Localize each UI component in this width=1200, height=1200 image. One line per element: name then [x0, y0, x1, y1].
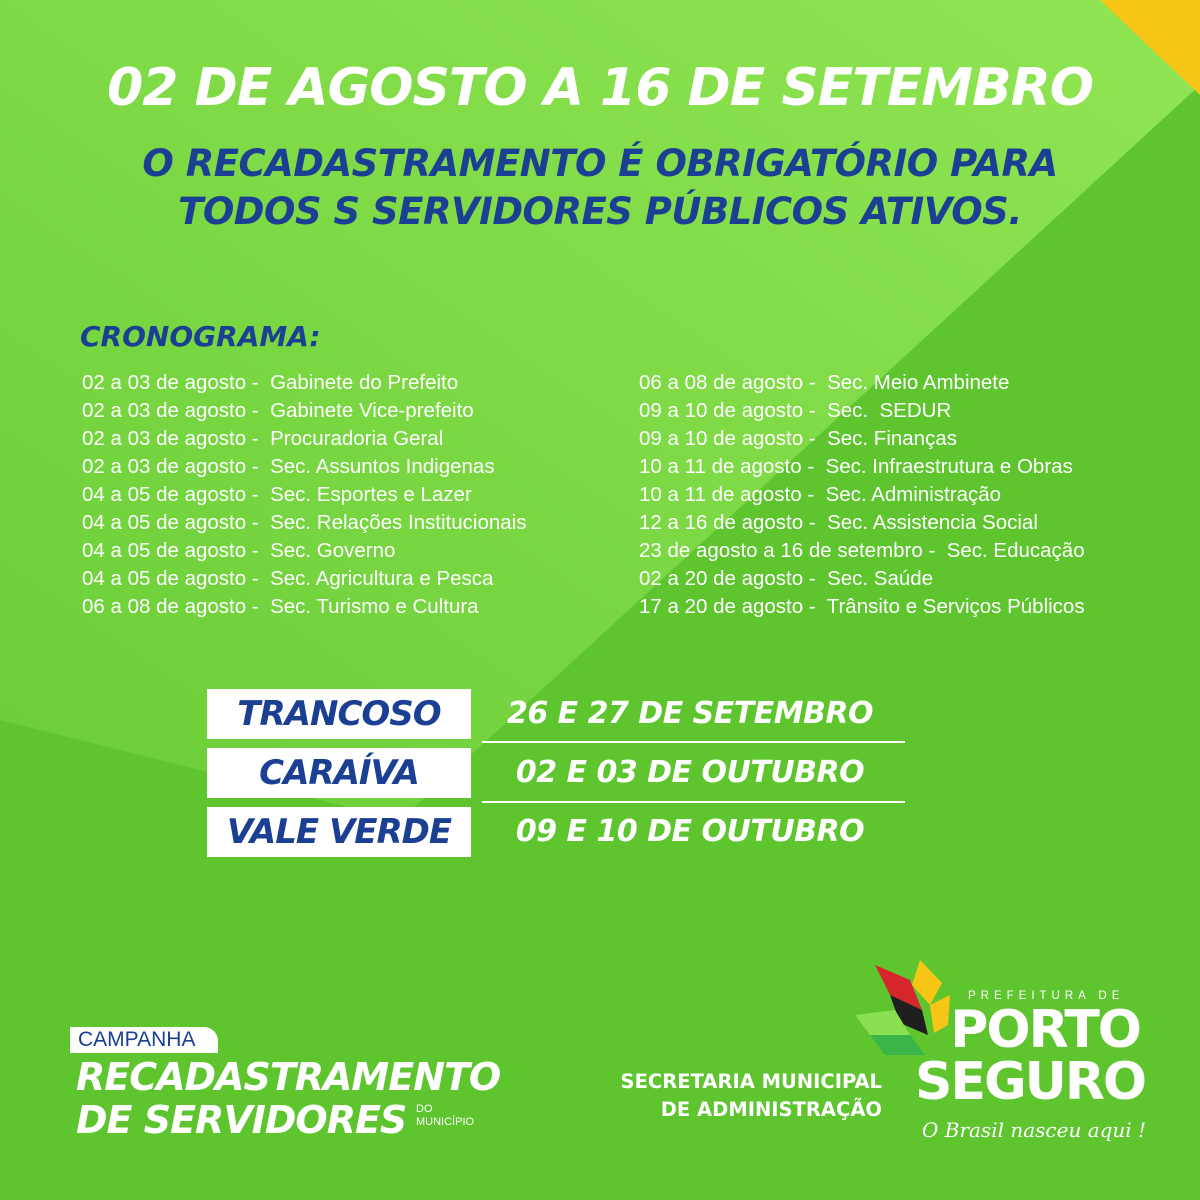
schedule-row	[82, 481, 526, 509]
schedule-date: 09 a 10 de agosto -	[639, 399, 816, 422]
campaign-title-line-2: DE SERVIDORES	[76, 1098, 407, 1142]
campaign-title-line-1: RECADASTRAMENTO	[76, 1055, 501, 1099]
schedule-row	[82, 425, 526, 453]
schedule-date: 10 a 11 de agosto -	[639, 483, 815, 506]
subhead	[0, 140, 1200, 236]
schedule-dept: Procuradoria Geral	[270, 427, 444, 450]
logo-porto: PORTO	[950, 1000, 1140, 1060]
schedule-dept: Sec. Meio Ambinete	[827, 371, 1010, 394]
schedule-dept: Sec. Saúde	[827, 567, 934, 590]
campaign-subtitle	[416, 1103, 474, 1129]
secretaria	[560, 1068, 882, 1124]
schedule-row	[639, 397, 1085, 425]
schedule-row	[82, 453, 526, 481]
schedule-row	[639, 425, 1085, 453]
district-dates-trancoso: 26 E 27 DE SETEMBRO	[506, 696, 874, 731]
divider	[482, 741, 905, 743]
logo-seguro: SEGURO	[915, 1052, 1146, 1112]
schedule-date: 06 a 08 de agosto -	[639, 371, 816, 394]
schedule-row	[82, 593, 526, 621]
schedule-dept: Sec. Esportes e Lazer	[270, 483, 472, 506]
district-name-caraiva: CARAÍVA	[207, 748, 471, 798]
schedule-dept: Sec. Assistencia Social	[827, 511, 1038, 534]
schedule-date: 04 a 05 de agosto -	[82, 511, 259, 534]
schedule-dept: Sec. Relações Institucionais	[270, 511, 527, 534]
logo-prefeitura: PREFEITURA DE	[968, 990, 1125, 1002]
schedule-dept: Sec. Turismo e Cultura	[270, 595, 479, 618]
schedule-date: 02 a 03 de agosto -	[82, 427, 259, 450]
schedule-row	[82, 509, 526, 537]
divider	[482, 801, 905, 803]
schedule-dept: Sec. Administração	[825, 483, 1002, 506]
schedule-date: 17 a 20 de agosto -	[639, 595, 816, 618]
schedule-dept: Gabinete do Prefeito	[270, 371, 459, 394]
schedule-row	[639, 537, 1085, 565]
schedule-date: 04 a 05 de agosto -	[82, 567, 259, 590]
secretaria-line-2: DE ADMINISTRAÇÃO	[660, 1098, 882, 1121]
secretaria-line-1: SECRETARIA MUNICIPAL	[620, 1070, 882, 1093]
campaign-subtitle-2: MUNICÍPIO	[416, 1116, 475, 1128]
schedule-row	[639, 509, 1085, 537]
subhead-line-1: O RECADASTRAMENTO É OBRIGATÓRIO PARA	[142, 142, 1058, 185]
schedule-row	[82, 565, 526, 593]
schedule-dept: Sec. Finanças	[827, 427, 957, 450]
schedule-dept: Sec. SEDUR	[827, 399, 952, 422]
schedule-title: CRONOGRAMA:	[80, 320, 321, 353]
schedule-dept: Sec. Governo	[270, 539, 396, 562]
schedule-right-column	[639, 369, 1085, 621]
schedule-date: 12 a 16 de agosto -	[639, 511, 816, 534]
subhead-line-2: TODOS S SERVIDORES PÚBLICOS ATIVOS.	[178, 190, 1022, 233]
district-dates-vale-verde: 09 E 10 DE OUTUBRO	[515, 814, 865, 849]
schedule-date: 02 a 03 de agosto -	[82, 399, 259, 422]
schedule-date: 10 a 11 de agosto -	[639, 455, 815, 478]
schedule-row	[639, 593, 1085, 621]
schedule-row	[639, 369, 1085, 397]
schedule-date: 06 a 08 de agosto -	[82, 595, 259, 618]
schedule-dept: Sec. Infraestrutura e Obras	[825, 455, 1073, 478]
campaign-tag: CAMPANHA	[70, 1027, 218, 1053]
headline: 02 DE AGOSTO A 16 DE SETEMBRO	[107, 58, 1093, 118]
campaign-subtitle-1: DO	[416, 1103, 433, 1115]
schedule-left-column	[82, 369, 526, 621]
schedule-row	[639, 481, 1085, 509]
schedule-row	[82, 369, 526, 397]
schedule-dept: Trânsito e Serviços Públicos	[826, 595, 1085, 618]
schedule-date: 23 de agosto a 16 de setembro -	[639, 539, 936, 562]
schedule-dept: Gabinete Vice-prefeito	[270, 399, 474, 422]
schedule-date: 02 a 03 de agosto -	[82, 455, 259, 478]
schedule-dept: Sec. Educação	[946, 539, 1085, 562]
schedule-row	[82, 537, 526, 565]
schedule-dept: Sec. Assuntos Indigenas	[270, 455, 495, 478]
schedule-date: 04 a 05 de agosto -	[82, 483, 259, 506]
schedule-date: 02 a 20 de agosto -	[639, 567, 816, 590]
schedule-date: 02 a 03 de agosto -	[82, 371, 259, 394]
schedule-row	[639, 453, 1085, 481]
schedule-row	[82, 397, 526, 425]
district-name-trancoso: TRANCOSO	[207, 689, 471, 739]
district-dates-caraiva: 02 E 03 DE OUTUBRO	[515, 755, 865, 790]
schedule-date: 04 a 05 de agosto -	[82, 539, 259, 562]
logo-tagline: O Brasil nasceu aqui !	[922, 1118, 1147, 1142]
district-name-vale-verde: VALE VERDE	[207, 807, 471, 857]
schedule-date: 09 a 10 de agosto -	[639, 427, 816, 450]
schedule-dept: Sec. Agricultura e Pesca	[270, 567, 494, 590]
schedule-row	[639, 565, 1085, 593]
